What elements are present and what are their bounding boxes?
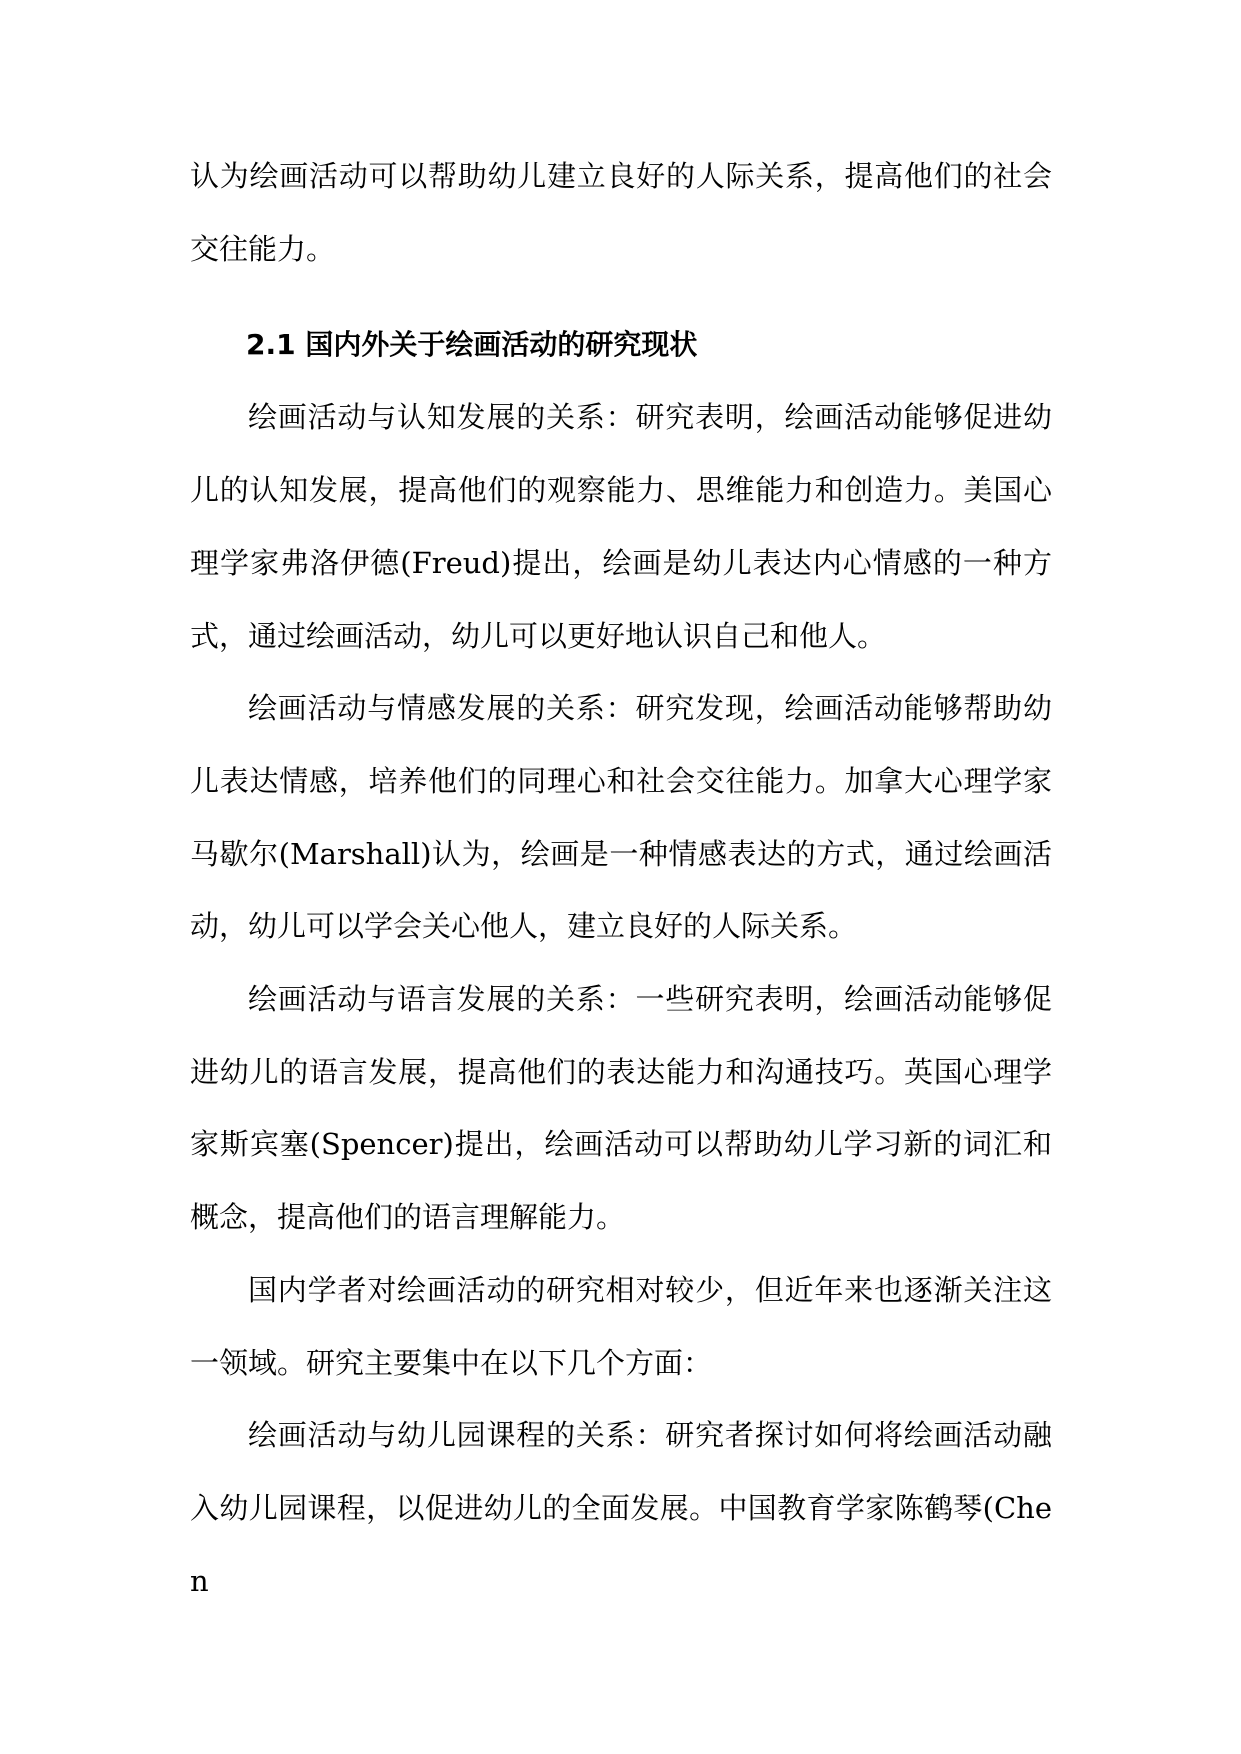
paragraph-curriculum: 绘画活动与幼儿园课程的关系：研究者探讨如何将绘画活动融入幼儿园课程，以促进幼儿的全面发展。中国教育学家陈鹤琴(Chen	[190, 1418, 1052, 1598]
section-heading: 2.1 国内外关于绘画活动的研究现状	[246, 328, 698, 362]
paragraph-domestic-research: 国内学者对绘画活动的研究相对较少，但近年来也逐渐关注这一领域。研究主要集中在以下几个方面：	[190, 1272, 1052, 1380]
document-body	[190, 140, 1052, 1617]
paragraph-cognitive: 绘画活动与认知发展的关系：研究表明，绘画活动能够促进幼儿的认知发展，提高他们的观察能力、思维能力和创造力。美国心理学家弗洛伊德(Freud)提出，绘画是幼儿表达内心情感的一种方式，通过绘画活动，幼儿可以更好地认识自己和他人。	[190, 400, 1052, 653]
paragraph-emotional: 绘画活动与情感发展的关系：研究发现，绘画活动能够帮助幼儿表达情感，培养他们的同理心和社会交往能力。加拿大心理学家马歇尔(Marshall)认为，绘画是一种情感表达的方式，通过绘画活动，幼儿可以学会关心他人，建立良好的人际关系。	[190, 691, 1052, 944]
continued-paragraph: 认为绘画活动可以帮助幼儿建立良好的人际关系，提高他们的社会交往能力。	[190, 159, 1052, 266]
paragraph-language: 绘画活动与语言发展的关系：一些研究表明，绘画活动能够促进幼儿的语言发展，提高他们的表达能力和沟通技巧。英国心理学家斯宾塞(Spencer)提出，绘画活动可以帮助幼儿学习新的词汇和概念，提高他们的语言理解能力。	[190, 982, 1052, 1235]
